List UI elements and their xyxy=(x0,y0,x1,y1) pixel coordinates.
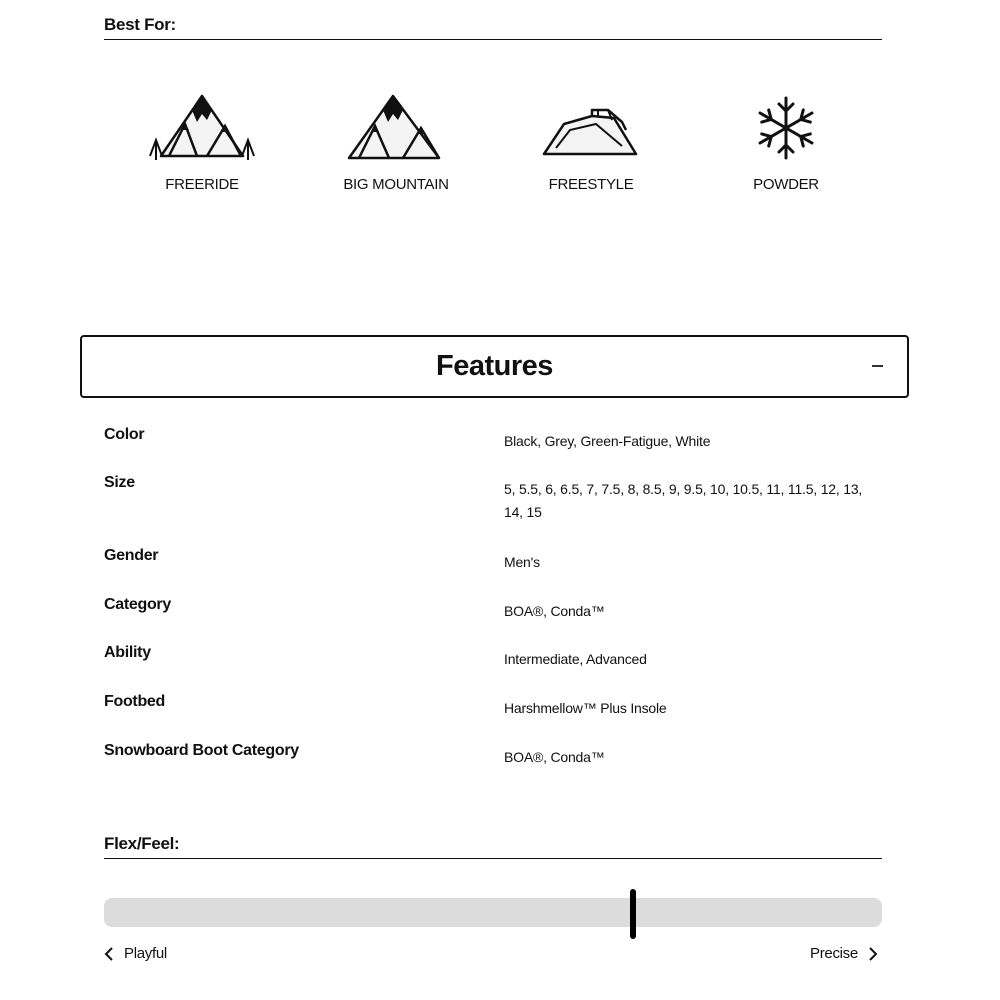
chevron-right-icon xyxy=(868,946,878,962)
feature-value: 5, 5.5, 6, 6.5, 7, 7.5, 8, 8.5, 9, 9.5, 10, 10.5, 11, 11.5, 12, 13, 14, 15 xyxy=(504,481,863,520)
features-title: Features xyxy=(436,350,553,382)
best-for-heading: Best For: xyxy=(104,15,882,40)
collapse-icon[interactable] xyxy=(872,365,883,367)
flex-slider-handle xyxy=(630,889,636,939)
feature-row-category xyxy=(104,596,882,636)
feature-value: Black, Grey, Green-Fatigue, White xyxy=(504,433,711,449)
feature-row-footbed xyxy=(104,693,882,733)
feature-key: Color xyxy=(104,426,145,443)
activity-freeride xyxy=(132,90,272,193)
feature-key: Ability xyxy=(104,644,151,661)
feature-key: Gender xyxy=(104,547,159,564)
feature-key: Size xyxy=(104,474,135,491)
feature-key: Snowboard Boot Category xyxy=(104,742,299,759)
feature-value: Harshmellow™ Plus Insole xyxy=(504,700,667,716)
activity-label: POWDER xyxy=(753,176,819,193)
activity-label: FREERIDE xyxy=(165,176,239,193)
feature-row-boot-category xyxy=(104,742,882,782)
feature-value: Intermediate, Advanced xyxy=(504,651,647,667)
activity-big-mountain xyxy=(326,90,466,193)
flex-left-label xyxy=(104,945,167,962)
flex-right-text: Precise xyxy=(810,945,858,962)
terrain-park-icon xyxy=(536,90,646,160)
feature-key: Footbed xyxy=(104,693,165,710)
flex-slider-track xyxy=(104,898,882,927)
activity-freestyle xyxy=(521,90,661,193)
big-mountain-icon xyxy=(341,90,451,160)
mountain-trees-icon xyxy=(147,90,257,160)
feature-row-gender xyxy=(104,547,882,587)
feature-key: Category xyxy=(104,596,171,613)
flex-right-label xyxy=(810,945,878,962)
flex-feel-heading: Flex/Feel: xyxy=(104,834,882,859)
features-accordion-header[interactable] xyxy=(80,335,909,398)
feature-value: BOA®, Conda™ xyxy=(504,603,605,619)
feature-row-size xyxy=(104,474,882,544)
activity-label: BIG MOUNTAIN xyxy=(343,176,449,193)
chevron-left-icon xyxy=(104,946,114,962)
feature-row-ability xyxy=(104,644,882,684)
snowflake-icon xyxy=(731,90,841,160)
flex-left-text: Playful xyxy=(124,945,167,962)
activity-list xyxy=(104,90,882,210)
feature-row-color xyxy=(104,426,882,466)
feature-value: Men's xyxy=(504,554,540,570)
activity-label: FREESTYLE xyxy=(548,176,634,193)
feature-value: BOA®, Conda™ xyxy=(504,749,605,765)
activity-powder xyxy=(716,90,856,193)
